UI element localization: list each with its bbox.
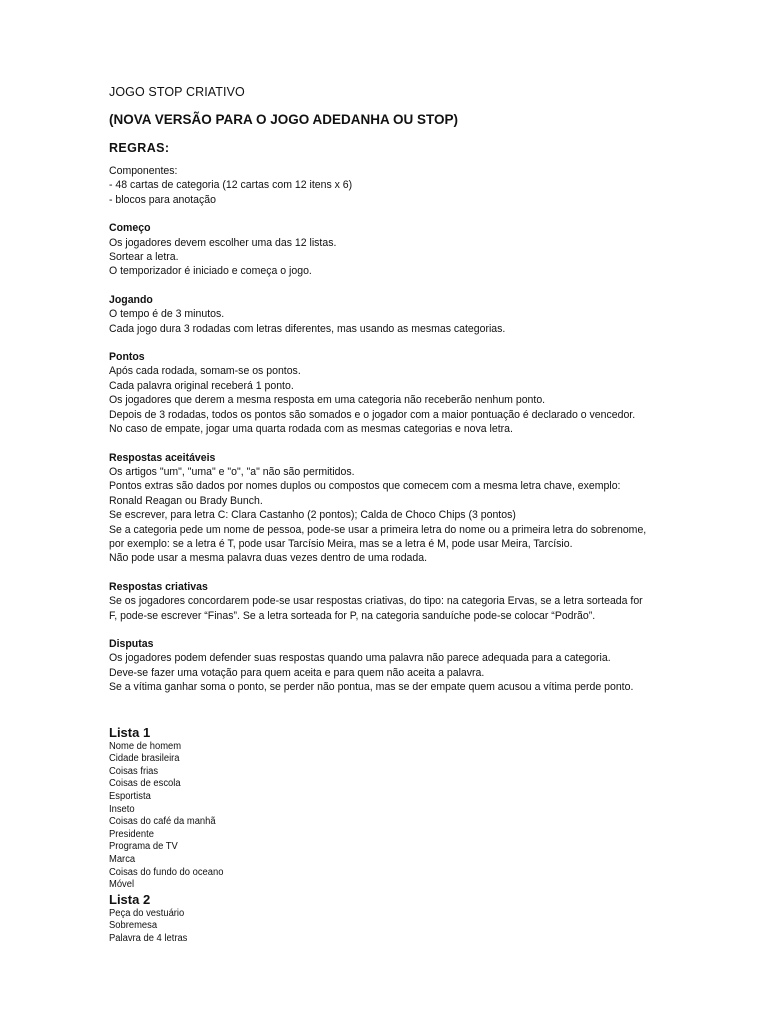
- list-item: Sobremesa: [109, 920, 158, 932]
- section-heading: Respostas criativas: [109, 580, 208, 593]
- section-line: por exemplo: se a letra é T, pode usar Tarcísio Meira, mas se a letra é M, pode usar Meira, Tarcísio.: [109, 537, 573, 550]
- components-section: [109, 164, 729, 207]
- section-line: Cada jogo dura 3 rodadas com letras diferentes, mas usando as mesmas categorias.: [109, 322, 506, 335]
- category-lists: [109, 725, 729, 946]
- section-line: Ronald Reagan ou Brady Bunch.: [109, 494, 263, 507]
- section-line: Os artigos "um", "uma" e "o", "a" não são permitidos.: [109, 465, 355, 478]
- list-item: Inseto: [109, 803, 135, 815]
- document-page: [109, 82, 729, 946]
- section-heading: Disputas: [109, 637, 154, 650]
- section-line: Pontos extras são dados por nomes duplos ou compostos que comecem com a mesma letra chave, exemplo:: [109, 480, 621, 493]
- section-line: F, pode-se escrever “Finas”. Se a letra sorteada for P, na categoria sanduíche pode-se colocar “Podrão”.: [109, 609, 596, 622]
- list-item: Peça do vestuário: [109, 907, 185, 919]
- list-1-title: Lista 1: [109, 724, 151, 740]
- section-line: Os jogadores que derem a mesma resposta em uma categoria não receberão nenhum ponto.: [109, 394, 546, 407]
- components-line: Componentes:: [109, 165, 178, 177]
- list-item: Coisas de escola: [109, 778, 181, 790]
- section-line: Após cada rodada, somam-se os pontos.: [109, 365, 301, 378]
- section-line: Se a vítima ganhar soma o ponto, se perder não pontua, mas se der empate quem acusou a vítima perde ponto.: [109, 681, 634, 694]
- list-item: Esportista: [109, 790, 151, 802]
- list-item: Coisas do café da manhã: [109, 816, 216, 828]
- list-item: Nome de homem: [109, 740, 182, 752]
- disputas-section: [109, 637, 729, 695]
- list-item: Palavra de 4 letras: [109, 932, 188, 944]
- section-heading: Respostas aceitáveis: [109, 451, 216, 464]
- comeco-section: [109, 221, 729, 279]
- section-line: Cada palavra original receberá 1 ponto.: [109, 379, 294, 392]
- section-heading: Começo: [109, 222, 151, 235]
- document-subtitle: (NOVA VERSÃO PARA O JOGO ADEDANHA OU STOP): [109, 112, 459, 127]
- list-item: Presidente: [109, 828, 154, 840]
- list-item: Programa de TV: [109, 841, 178, 853]
- section-line: Se escrever, para letra C: Clara Castanho (2 pontos); Calda de Choco Chips (3 pontos): [109, 509, 516, 522]
- section-heading: Jogando: [109, 293, 153, 306]
- list-2-title: Lista 2: [109, 891, 151, 907]
- document-title: JOGO STOP CRIATIVO: [109, 85, 245, 99]
- components-line: - 48 cartas de categoria (12 cartas com 12 itens x 6): [109, 179, 353, 192]
- list-item: Coisas frias: [109, 765, 159, 777]
- jogando-section: [109, 293, 729, 336]
- section-line: O tempo é de 3 minutos.: [109, 308, 225, 321]
- section-line: Sortear a letra.: [109, 251, 179, 264]
- section-heading: Pontos: [109, 351, 145, 364]
- section-line: O temporizador é iniciado e começa o jogo.: [109, 265, 312, 278]
- section-line: No caso de empate, jogar uma quarta rodada com as mesmas categorias e nova letra.: [109, 423, 513, 436]
- pontos-section: [109, 350, 729, 436]
- section-line: Os jogadores podem defender suas respostas quando uma palavra não parece adequada para a categoria.: [109, 652, 611, 665]
- section-line: Se a categoria pede um nome de pessoa, pode-se usar a primeira letra do nome ou a primeira letra do sobrenome,: [109, 523, 647, 536]
- section-line: Depois de 3 rodadas, todos os pontos são somados e o jogador com a maior pontuação é declarado o vencedor.: [109, 408, 636, 421]
- section-line: Os jogadores devem escolher uma das 12 listas.: [109, 236, 337, 249]
- rules-heading: REGRAS:: [109, 141, 170, 155]
- list-item: Marca: [109, 853, 136, 865]
- section-line: Se os jogadores concordarem pode-se usar respostas criativas, do tipo: na categoria Ervas, se a letra sorteada for: [109, 595, 643, 608]
- list-item: Coisas do fundo do oceano: [109, 866, 224, 878]
- components-line: - blocos para anotação: [109, 193, 216, 206]
- section-line: Não pode usar a mesma palavra duas vezes dentro de uma rodada.: [109, 552, 428, 565]
- aceitaveis-section: [109, 451, 729, 566]
- list-item: Cidade brasileira: [109, 753, 180, 765]
- criativas-section: [109, 580, 729, 623]
- list-item: Móvel: [109, 879, 135, 891]
- section-line: Deve-se fazer uma votação para quem aceita e para quem não aceita a palavra.: [109, 666, 485, 679]
